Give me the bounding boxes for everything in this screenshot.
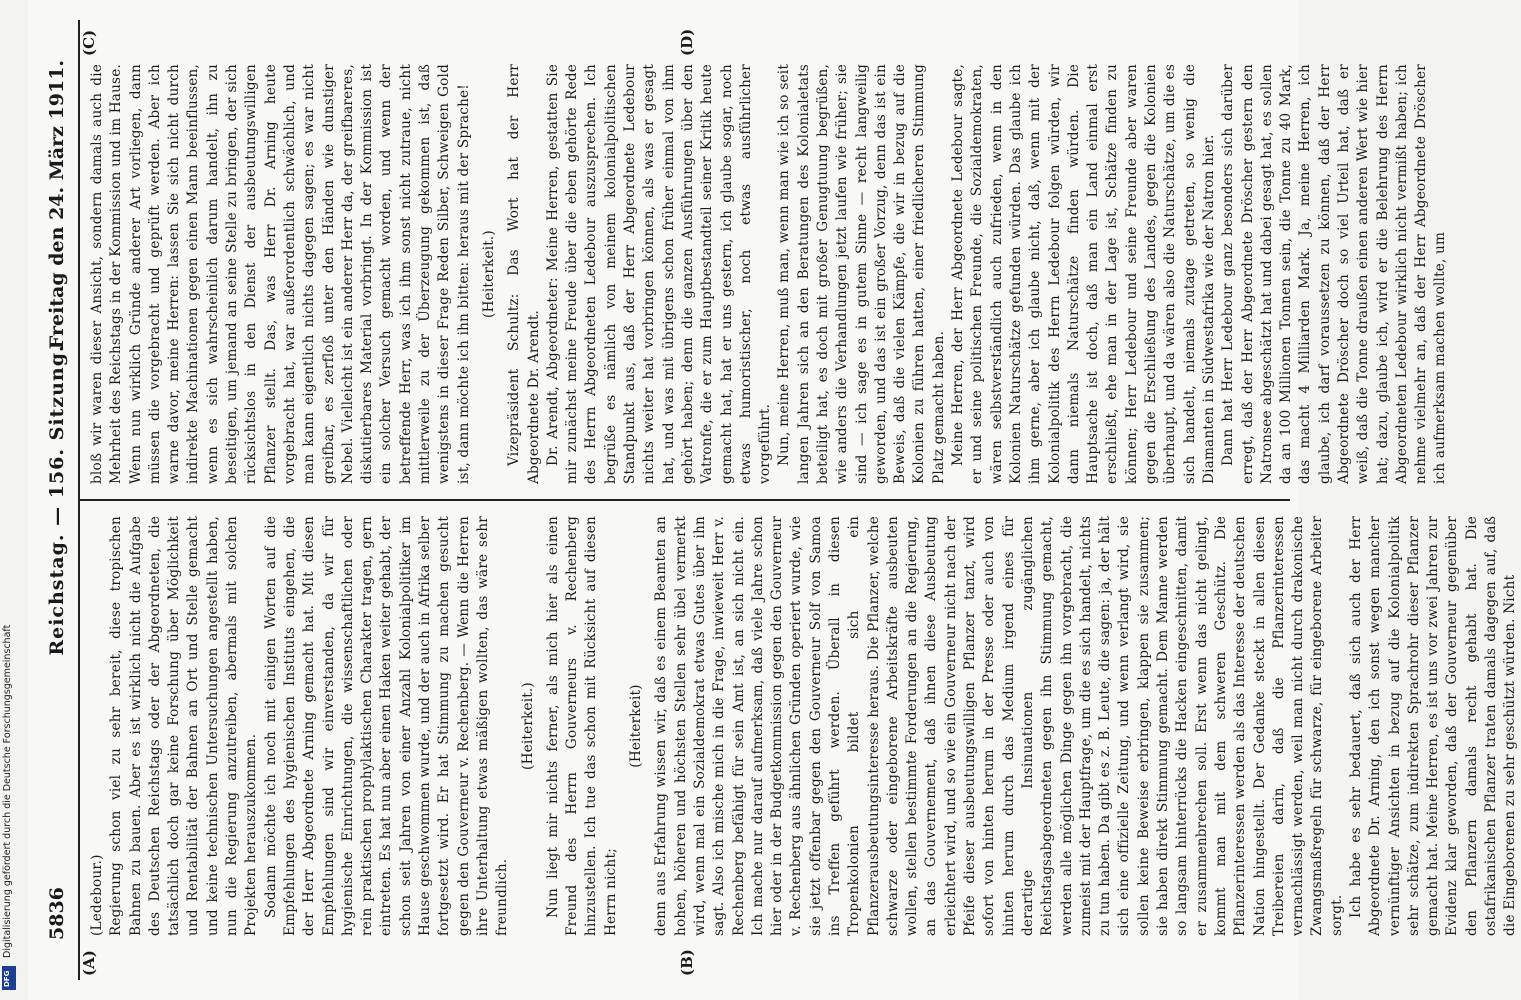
paragraph: Meine Herren, der Herr Abgeordnete Ledebour sagte, er und seine politischen Freunde, die Sozialdemokraten, wären selbstverständlich auch zufrieden, wenn in den Kolonien Naturschätze gefunden würden. Das glaube ich ihm gerne, aber ich glaube nicht, daß, wenn mit der Kolonialpolitik des Herrn Ledebour folgen würden, wir dann niemals Naturschätze finden würden. Die Hauptsache ist doch, daß man ein Land einmal erst erschließt, ehe man in der Lage ist, Schätze finden zu können; Herr Ledebour und seine Freunde aber waren gegen die Erschließung des Landes, gegen die Kolonien überhaupt, und da wären also die Naturschätze, um die es sich handelt, niemals zutage getreten, so wenig die Diamanten in Südwestafrika wie der Natron hier.	[950, 64, 1217, 484]
paragraph: Regierung schon viel zu sehr bereit, diese tropischen Bahnen zu bauen. Aber es ist wirklich nicht die Aufgabe des Deutschen Reichstags oder der Abgeordneten, die tatsächlich doch gar keine Forschung über Möglichkeit und Rentabilität der Bahnen an Ort und Stelle gemacht und keine technischen Untersuchungen angestellt haben, nun die Regierung anzutreiben, abermals mit solchen Projekten herauszukommen.	[108, 516, 260, 936]
paragraph: Dann hat Herr Ledebour ganz besonders sich darüber erregt, daß der Herr Abgeordnete Dröscher gestern den Natronsee abgeschätzt hat und dabei gesagt hat, es sollen da an 100 Millionen Tonnen sein, die Tonne zu 40 Mark, das macht 4 Milliarden Mark. Ja, meine Herren, ich glaube, ich darf voraussetzen zu können, daß der Herr Abgeordnete Dröscher doch so viel Urteil hat, daß er weiß, daß die Tonne draußen einen anderen Wert wie hier hat; dazu, glaube ich, wird er die Belehrung des Herrn Abgeordneten Ledebour wirklich nicht vermißt haben; ich nehme vielmehr an, daß der Herr Abgeordnete Dröscher ich aufmerksam machen wollte, um	[1220, 64, 1449, 484]
page-header	[46, 60, 76, 940]
session-title: Reichstag. — 156. Sitzung.	[46, 344, 68, 656]
document-page	[28, 0, 1519, 1000]
paragraph: (Heiterkeit)	[628, 684, 645, 768]
paragraph: Nun liegt mir nichts ferner, als mich hier als einen Freund des Herrn Gouverneurs v. Rechenberg hinzustellen. Ich tue das schon mit Rücksicht auf diesen Herrn nicht;	[544, 516, 619, 936]
page-number: 5836	[46, 887, 68, 940]
paragraph: Sodann möchte ich noch mit einigen Worten auf die Empfehlungen des hygienischen Instituts eingehen, die der Herr Abgeordnete Arning gemacht hat. Mit diesen Empfehlungen sind wir einverstanden, da wir für hygienische Einrichtungen, die wissenschaftlichen oder rein praktischen prophylaktischen Charakter tragen, gern eintreten. Es hat nun aber einen Haken weiter gehabt, der schon seit Jahren von einer Anzahl Kolonialpolitiker im Hause geschwommen wurde, und der auch in Afrika selber fortgesetzt wird. Er hat Stimmung zu machen gesucht gegen den Gouverneur v. Rechenberg. — Wenn die Herren ihre Unterhaltung etwas mäßigen wollten, das wäre sehr freundlich.	[262, 516, 511, 936]
right-column	[88, 64, 1449, 484]
paragraph: (Ledebour.)	[89, 854, 105, 936]
paragraph: Dr. Arendt, Abgeordneter: Meine Herren, gestatten Sie mir zunächst meine Freude über die eben gehörte Rede des Herrn Abgeordneten Ledebour auszusprechen. Ich begrüße es nämlich von meinem kolonialpolitischen Standpunkt aus, daß der Herr Abgeordnete Ledebour nichts weiter hat vorbringen können, als was er gesagt hat, und was mit übrigens schon früher einmal von ihm gehört haben; denn die ganzen Ausführungen über den Vatronfe, die er zum Hauptbestandteil seiner Kritik heute gemacht hat, hat er uns gestern, ich glaube sogar, noch etwas humoristischer, noch etwas ausführlicher vorgeführt.	[544, 64, 774, 484]
paragraph: bloß wir waren dieser Ansicht, sondern damals auch die Mehrheit des Reichstags in der Kommission und im Hause. Wenn nun wirklich Gründe anderer Art vorliegen, dann müssen die vorgebracht und geprüft werden. Aber ich warne davor, meine Herren: lassen Sie sich nicht durch indirekte Machinationen gegen einen Mann beeinflussen, wenn es sich wahrscheinlich darum handelt, ihn zu beseitigen, um jemand an seine Stelle zu bringen, der sich rücksichtslos in den Dienst der ausbeutungswilligen Pflanzer stellt. Das, was Herr Dr. Arning heute vorgebracht hat, war außerordentlich schwächlich, und man kann eigentlich nichts dagegen sagen; es war nicht greifbar, es zerfloß unter den Händen wie dunstiger Nebel. Vielleicht ist ein anderer Herr da, der greifbareres, diskutierbares Material vorbringt. In der Kommission ist ein solcher Versuch gemacht worden, und wenn der betreffende Herr, was ich ihm sonst nicht zutraue, nicht mittlerweile zu der Überzeugung gekommen ist, daß wenigstens in dieser Frage Reden Silber, Schweigen Gold ist, dann möchte ich ihn bitten: heraus mit der Sprache!	[89, 64, 472, 484]
margin-mark-b: (B)	[678, 949, 696, 976]
paragraph: denn aus Erfahrung wissen wir, daß es einem Beamten an hohen, höheren und höchsten Stellen sehr übel vermerkt wird, wenn mal ein Sozialdemokrat etwas Gutes über ihn sagt. Also ich mische mich in die Frage, inwieweit Herr v. Rechenberg befähigt für sein Amt ist, an sich nicht ein. Ich mache nur darauf aufmerksam, daß viele Jahre schon hier oder in der Budgetkommission gegen den Gouverneur v. Rechenberg aus ähnlichen Gründen operiert wurde, wie sie jetzt offenbar gegen den Gouverneur Solf von Samoa ins Treffen geführt werden. Überall in diesen Tropenkolonien bildet sich ein Pflanzerausbeutungsinteresse heraus. Die Pflanzer, welche schwarze oder eingeborene Arbeitskräfte ausbeuten wollen, stellen bestimmte Forderungen an die Regierung, an das Gouvernement, daß ihnen diese Ausbeutung erleichtert wird, und so wie ein Gouverneur nicht nach der Pfeife dieser ausbeutungswilligen Pflanzer tanzt, wird sofort von hinten herum in der Presse oder auch von hinten herum durch das Medium irgend eines für derartige Insinuationen zugänglichen Reichstagsabgeordneten gegen ihn Stimmung gemacht, werden alle möglichen Dinge gegen ihn vorgebracht, die zumeist mit der Hauptfrage, um die es sich handelt, nichts zu tun haben. Da gibt es z. B. Leute, die sagen: ja, der hält sich eine offizielle Zeitung, und wenn verlangt wird, sie sollen keine Beweise erbringen, klappen sie zusammen; sie haben direkt Stimmung gemacht. Dem Manne werden so langsam hinterrücks die Hacken eingeschnitten, damit er zusammenbrechen soll. Erst wenn das nicht gelingt, kommt man mit dem schweren Geschütz. Die Pflanzerinteressen werden als das Interesse der deutschen Nation hingestellt. Der Gedanke steckt in allen diesen Treibereien darin, daß die Pflanzerinteressen vernachlässigt werden, weil man nicht durch drakonische Zwangsmaßregeln für schwarze, für eingeborene Arbeiter sorgt.	[653, 515, 1345, 936]
paragraph: Ich habe es sehr bedauert, daß sich auch der Herr Abgeordnete Dr. Arning, den ich sonst wegen mancher vernünftiger Ansichten in bezug auf die Kolonialpolitik sehr schätze, zum indirekten Sprachrohr dieser Pflanzer gemacht hat. Meine Herren, es ist uns vor zwei Jahren zur Evidenz klar geworden, daß der Gouverneur gegenüber den Pflanzern damals recht gehabt hat. Die ostafrikanischen Pflanzer traten damals dagegen auf, daß die Eingeborenen zu sehr geschützt würden. Nicht	[1348, 516, 1519, 936]
margin-mark-c: (C)	[80, 29, 98, 56]
left-column	[88, 515, 1519, 936]
paragraph: (Heiterkeit.)	[519, 682, 536, 770]
digitization-credit: Digitalisierung gefördert durch die Deutsche Forschungsgemeinschaft	[2, 624, 13, 958]
column-divider	[80, 499, 1290, 501]
margin-mark-a: (A)	[80, 950, 98, 976]
paragraph: Vizepräsident Schultz: Das Wort hat der Herr Abgeordnete Dr. Arendt.	[506, 64, 542, 484]
paragraph: Nun, meine Herren, muß man, wenn man wie ich so seit langen Jahren sich an den Beratungen des Kolonialetats beteiligt hat, es doch mit großer Genugtuung begrüßen, wie anders die Verhandlungen jetzt laufen wie früher; sie sind — ich sage es in gutem Sinne — recht langweilig geworden, und das ist ein großer Vorzug, denn das ist ein Beweis, daß die vielen Kämpfe, die wir in bezug auf die Kolonien zu führen hatten, einer friedlicheren Stimmung Platz gemacht haben.	[776, 64, 947, 484]
paragraph: (Heiterkeit.)	[480, 230, 497, 318]
dfg-logo: DFG	[2, 966, 16, 990]
session-date: Freitag den 24. März 1911.	[46, 60, 68, 350]
margin-mark-d: (D)	[678, 28, 696, 56]
